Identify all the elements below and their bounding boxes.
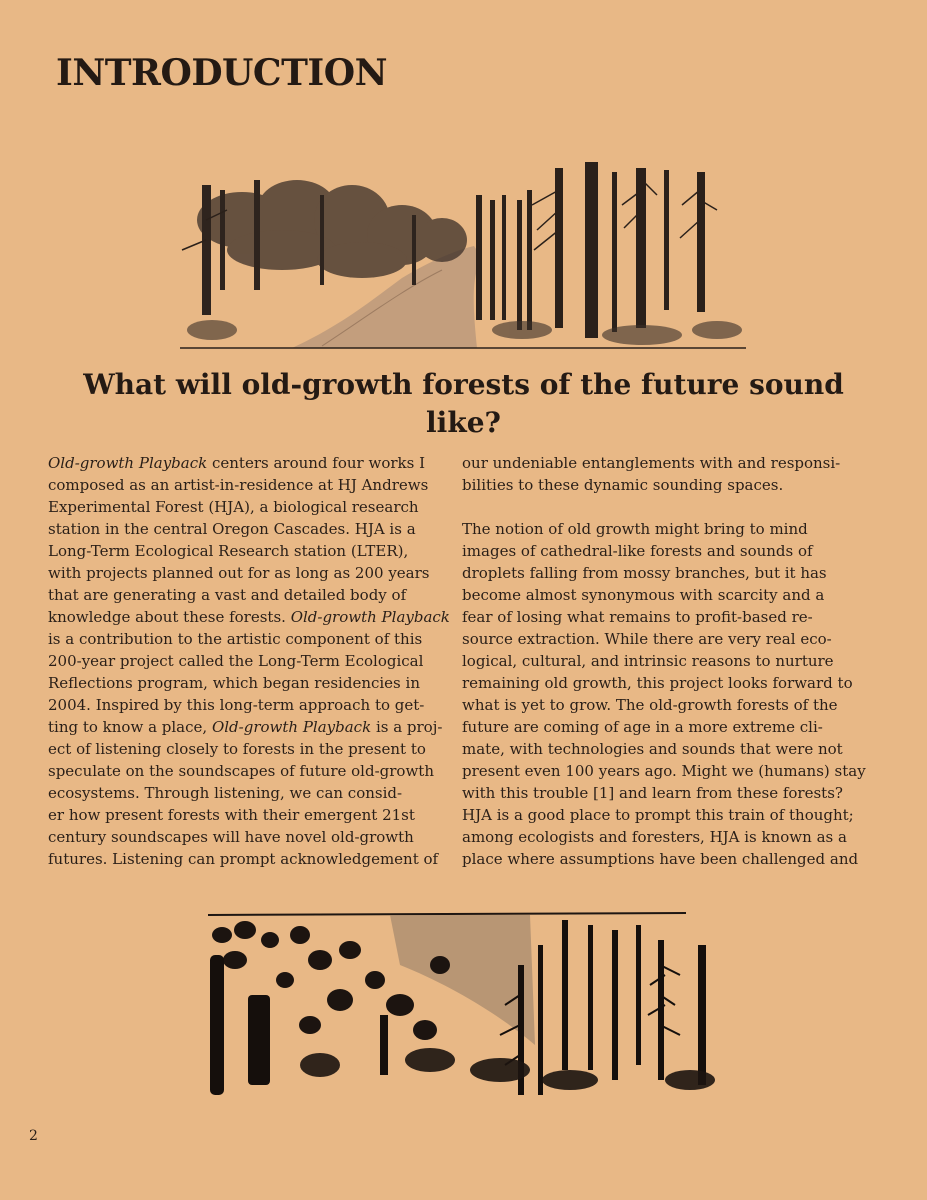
- text-line: futures. Listening can prompt acknowledgement of: [48, 850, 439, 868]
- forest-road-illustration: [172, 150, 752, 358]
- italic-title: Old-growth Playback: [290, 608, 450, 626]
- text-line: 200-year project called the Long-Term Ecological: [48, 652, 424, 670]
- text-line: Long-Term Ecological Research station (LTER),: [48, 542, 409, 560]
- section-title: INTRODUCTION: [56, 52, 387, 94]
- text-run: knowledge about these forests.: [48, 608, 291, 626]
- text-line: with this trouble [1] and learn from these forests?: [462, 784, 843, 802]
- text-line: composed as an artist-in-residence at HJ Andrews: [48, 476, 429, 494]
- paragraph: [462, 518, 866, 870]
- text-line: [48, 716, 443, 738]
- text-line: [48, 606, 450, 628]
- right-column: [462, 452, 866, 870]
- text-line: [48, 452, 426, 474]
- text-line: fear of losing what remains to profit-based re-: [462, 608, 813, 626]
- italic-title: Old-growth Playback: [48, 454, 208, 472]
- text-line: mate, with technologies and sounds that were not: [462, 740, 843, 758]
- text-line: is a contribution to the artistic component of this: [48, 630, 423, 648]
- left-column: [48, 452, 450, 870]
- forest-road-drawing: [172, 150, 752, 358]
- text-line: bilities to these dynamic sounding spaces.: [462, 476, 784, 494]
- paragraph: [462, 452, 840, 496]
- text-line: ecosystems. Through listening, we can consid-: [48, 784, 403, 802]
- text-line: among ecologists and foresters, HJA is known as a: [462, 828, 847, 846]
- text-run: centers around four works I: [207, 454, 426, 472]
- italic-title: Old-growth Playback: [211, 718, 372, 736]
- text-run: is a proj-: [371, 718, 443, 736]
- text-line: that are generating a vast and detailed body of: [48, 586, 407, 604]
- text-line: er how present forests with their emergent 21st: [48, 806, 415, 824]
- text-line: century soundscapes will have novel old-growth: [48, 828, 414, 846]
- text-line: place where assumptions have been challenged and: [462, 850, 859, 868]
- text-line: logical, cultural, and intrinsic reasons to nurture: [462, 652, 834, 670]
- text-line: remaining old growth, this project looks forward to: [462, 674, 853, 692]
- text-line: HJA is a good place to prompt this train of thought;: [462, 806, 854, 824]
- text-line: station in the central Oregon Cascades. HJA is a: [48, 520, 416, 538]
- forest-ink-illustration: [200, 905, 740, 1105]
- text-line: Reflections program, which began residencies in: [48, 674, 420, 692]
- text-line: our undeniable entanglements with and responsi-: [462, 454, 841, 472]
- text-line: droplets falling from mossy branches, but it has: [462, 564, 827, 582]
- text-line: what is yet to grow. The old-growth forests of the: [462, 696, 838, 714]
- text-line: speculate on the soundscapes of future old-growth: [48, 762, 434, 780]
- text-line: 2004. Inspired by this long-term approach to get-: [48, 696, 425, 714]
- text-run: ting to know a place,: [48, 718, 212, 736]
- text-line: become almost synonymous with scarcity and a: [462, 586, 825, 604]
- forest-ink-drawing: [200, 905, 740, 1105]
- text-line: future are coming of age in a more extreme cli-: [462, 718, 823, 736]
- article-heading: What will old-growth forests of the future sound like?: [83, 368, 844, 439]
- text-line: present even 100 years ago. Might we (humans) stay: [462, 762, 866, 780]
- text-line: Experimental Forest (HJA), a biological research: [48, 498, 419, 516]
- text-line: source extraction. While there are very real eco-: [462, 630, 832, 648]
- page-number: 2: [29, 1128, 38, 1144]
- text-line: with projects planned out for as long as 200 years: [48, 564, 430, 582]
- text-line: ect of listening closely to forests in the present to: [48, 740, 426, 758]
- text-line: The notion of old growth might bring to mind: [462, 520, 808, 538]
- text-line: images of cathedral-like forests and sounds of: [462, 542, 813, 560]
